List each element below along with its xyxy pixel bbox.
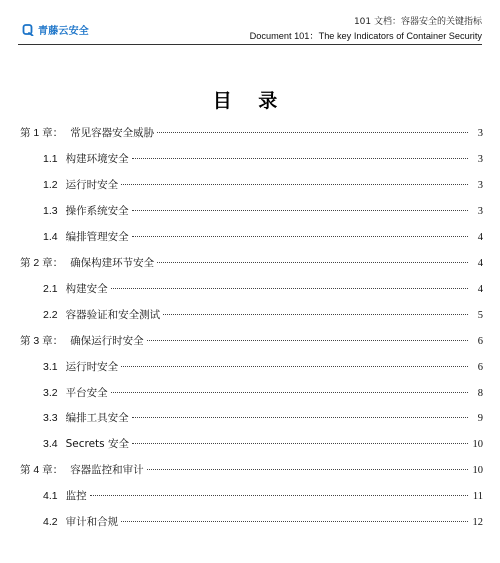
toc-chapter-entry[interactable]	[20, 332, 483, 350]
toc-entry-title: 容器验证和安全测试	[65, 308, 161, 321]
toc-page-number: 8	[477, 387, 483, 399]
toc-section-entry[interactable]	[43, 202, 483, 220]
toc-chapter-entry[interactable]	[20, 254, 483, 272]
page-header	[0, 0, 500, 46]
toc-page-number: 5	[477, 309, 483, 321]
toc-dot-leader	[132, 443, 468, 444]
toc-heading: 目 录	[212, 90, 288, 112]
toc-dot-leader	[157, 262, 468, 263]
toc-section-entry[interactable]	[43, 176, 483, 194]
toc-entry-title: 常见容器安全威胁	[70, 127, 155, 139]
toc-entry-title: 确保构建环节安全	[70, 256, 155, 269]
toc-entry-title: 运行时安全	[65, 360, 119, 373]
brand-logo	[22, 22, 89, 37]
toc-chapter-entry[interactable]	[20, 124, 483, 142]
toc-page-number: 3	[477, 179, 483, 191]
toc-dot-leader	[132, 417, 468, 418]
toc-entry-title: 编排工具安全	[65, 412, 129, 425]
toc-entry-number: 1.4	[43, 230, 58, 243]
toc-page-number: 3	[477, 128, 483, 139]
toc-page-number: 4	[477, 231, 483, 243]
toc-entry-number: 1.3	[43, 204, 58, 217]
toc-entry-number: 3.4	[43, 438, 58, 451]
toc-page-number: 3	[477, 205, 483, 217]
toc-chapter-entry[interactable]	[20, 461, 483, 479]
toc-page-number: 9	[477, 413, 483, 425]
toc-section-entry[interactable]	[43, 280, 483, 298]
toc-entry-number: 3.1	[43, 360, 58, 373]
brand-logo-icon	[22, 24, 34, 36]
toc-dot-leader	[121, 184, 468, 185]
toc-page-number: 10	[472, 465, 483, 477]
document-title-block	[250, 15, 482, 43]
toc-page-number: 6	[477, 361, 483, 373]
document-title-en: Document 101：The key Indicators of Container Security	[249, 31, 482, 41]
toc-dot-leader	[121, 366, 468, 367]
toc-entry-title: 容器监控和审计	[70, 464, 144, 477]
toc-page-number: 11	[472, 491, 483, 503]
toc-section-entry[interactable]	[43, 487, 483, 505]
toc-dot-leader	[132, 210, 468, 211]
toc-dot-leader	[111, 288, 468, 289]
toc-dot-leader	[111, 392, 468, 393]
toc-dot-leader	[147, 340, 468, 341]
toc-section-entry[interactable]	[43, 384, 483, 402]
toc-dot-leader	[147, 469, 468, 470]
toc-entry-title: 运行时安全	[65, 178, 119, 191]
toc-page-number: 4	[477, 283, 483, 295]
toc-entry-number: 3.3	[43, 412, 58, 425]
toc-dot-leader	[132, 236, 468, 237]
toc-section-entry[interactable]	[43, 513, 483, 531]
toc-page-number: 10	[472, 439, 483, 451]
toc-dot-leader	[121, 521, 468, 522]
document-title-cn: 101 文档：容器安全的关键指标	[353, 17, 482, 27]
toc-section-entry[interactable]	[43, 358, 483, 376]
toc-page-number: 6	[477, 335, 483, 347]
toc-entry-number: 第 3 章：	[20, 334, 64, 347]
toc-section-entry[interactable]	[43, 150, 483, 168]
toc-entry-number: 第 4 章：	[20, 464, 64, 477]
toc-entry-title: Secrets 安全	[65, 438, 129, 451]
toc-entry-title: 操作系统安全	[65, 204, 129, 217]
toc-section-entry[interactable]	[43, 435, 483, 453]
toc-entry-number: 1.1	[43, 152, 58, 165]
toc-entry-title: 审计和合规	[65, 516, 119, 529]
toc-entry-title: 监控	[65, 490, 87, 503]
toc-entry-number: 3.2	[43, 386, 58, 399]
toc-entry-number: 1.2	[43, 178, 58, 191]
toc-entry-title: 确保运行时安全	[70, 334, 144, 347]
toc-dot-leader	[157, 132, 468, 133]
toc-entry-title: 平台安全	[65, 386, 108, 399]
toc-entry-number: 4.1	[43, 490, 58, 503]
header-divider	[18, 44, 482, 45]
toc-entry-number: 2.2	[43, 308, 58, 321]
toc-section-entry[interactable]	[43, 409, 483, 427]
toc-page-number: 3	[477, 153, 483, 165]
toc-dot-leader	[132, 158, 468, 159]
toc-entry-number: 第 1 章：	[20, 127, 64, 139]
toc-dot-leader	[90, 495, 468, 496]
toc-entry-title: 构建环境安全	[65, 152, 129, 165]
toc-entry-title: 构建安全	[65, 282, 108, 295]
toc-page-number: 12	[472, 517, 483, 529]
toc-entry-title: 编排管理安全	[65, 230, 129, 243]
toc-section-entry[interactable]	[43, 228, 483, 246]
toc-section-entry[interactable]	[43, 306, 483, 324]
brand-name: 青藤云安全	[38, 26, 89, 37]
toc-entry-number: 4.2	[43, 516, 58, 529]
toc-entry-number: 第 2 章：	[20, 256, 64, 269]
toc-page-number: 4	[477, 257, 483, 269]
toc-entry-number: 2.1	[43, 282, 58, 295]
toc-dot-leader	[163, 314, 468, 315]
